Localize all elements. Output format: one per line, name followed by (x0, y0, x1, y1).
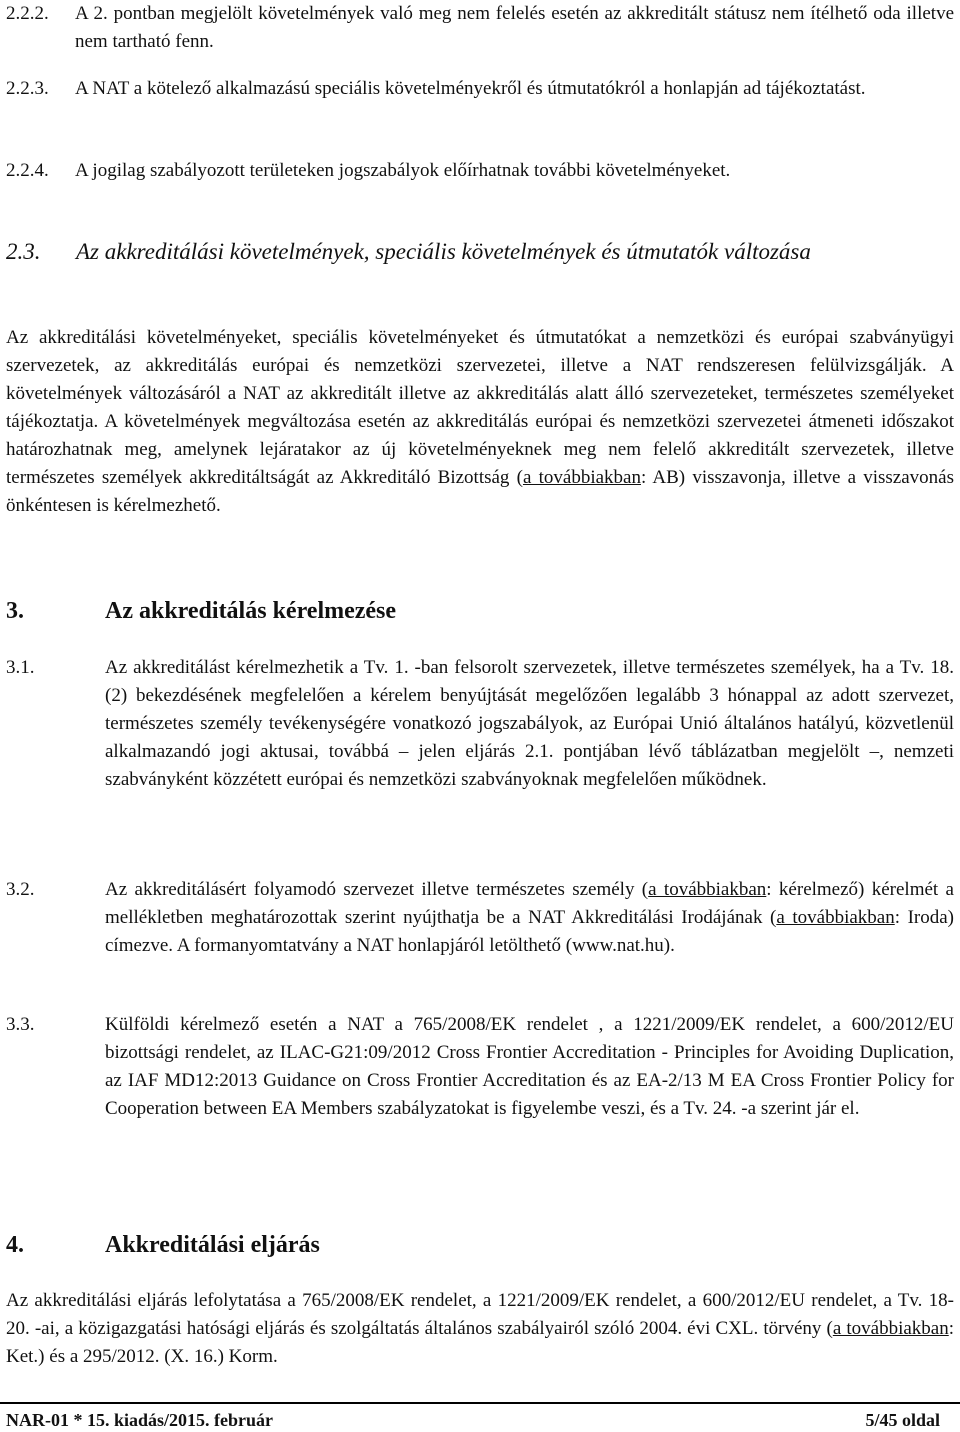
item-text: A 2. pontban megjelölt követelmények való meg nem felelés esetén az akkreditált státusz nem ítélhető oda illetve nem tartható fenn. (75, 3, 954, 52)
item-text (105, 876, 954, 960)
section-number: 4. (6, 1232, 24, 1258)
section-heading (6, 596, 396, 626)
item-3-1 (6, 654, 954, 794)
body-underlined-text: a továbbiakban (832, 1318, 949, 1339)
item-number: 3.3. (6, 1014, 35, 1035)
section-number: 3. (6, 598, 24, 624)
item-number: 3.1. (6, 657, 35, 678)
document-id: NAR-01 * 15. kiadás/2015. február (6, 1410, 274, 1430)
footer-divider (0, 1402, 960, 1404)
body-text: Az akkreditálási követelményeket, speciális követelményeket és útmutatókat a nemzetközi és európai szabványügyi szervezetek, az akkreditálás európai és nemzetközi szervezetei, illetve a NAT rendszeresen felülvizsgálják. A követelmények változásáról a NAT az akkreditált illetve az akkreditálás alatt álló szervezeteket, természetes személyeket tájékoztatja. A követelmények megváltozása esetén az akkreditálás európai és nemzetközi szervezetei átmeneti időszakot határozhatnak meg, amelynek lejáratakor az új követelményeknek meg nem felelő akkreditált szervezetek, illetve természetes személyek akkreditáltságát az Akkreditáló Bizottság ( (6, 327, 954, 488)
subsection-title: Az akkreditálási követelmények, speciális követelmények és útmutatók változása (76, 239, 811, 264)
item-underlined-text: a továbbiakban (776, 907, 895, 928)
item-text: A jogilag szabályozott területeken jogszabályok előírhatnak további követelményeket. (75, 160, 731, 181)
item-2-2-2 (6, 0, 954, 56)
item-underlined-text: a továbbiakban (648, 879, 767, 900)
item-2-2-3 (6, 75, 954, 103)
section-title: Az akkreditálás kérelmezése (105, 598, 397, 624)
item-text: Az akkreditálást kérelmezhetik a Tv. 1. -ban felsorolt szervezetek, illetve természetes személyek, ha a Tv. 18. (2) bekezdésének megfelelően a kérelem benyújtását megelőzően legalább 3 hónappal az adott szervezet, természetes személy tevékenységére vonatkozó jogszabályok, az Európai Unió általános hatályú, közvetlenül alkalmazandó jogi aktusai, továbbá – jelen eljárás 2.1. pontjában lévő táblázatban megjelölt –, nemzeti szabványként közzétett európai és nemzetközi szabványoknak megfelelően működnek. (105, 657, 954, 790)
page-number: 5/45 oldal (865, 1410, 940, 1430)
subsection-body (6, 324, 954, 520)
section-body (6, 1287, 954, 1371)
subsection-number: 2.3. (6, 239, 41, 264)
body-text: : Ket.) és a 295/2012. (X. 16.) Korm. (6, 1318, 955, 1367)
item-text: A NAT a kötelező alkalmazású speciális követelményekről és útmutatókról a honlapján ad tájékoztatást. (75, 78, 866, 99)
section-heading (6, 1230, 320, 1260)
item-number: 2.2.2. (6, 3, 49, 24)
item-text-part: Az akkreditálásért folyamodó szervezet illetve természetes személy ( (105, 879, 649, 900)
item-text-part: : kérelmező) kérelmét a mellékletben meghatározottak szerint nyújthatja be a NAT Akkreditálási Irodájának ( (105, 879, 954, 928)
body-text: Az akkreditálási eljárás lefolytatása a 765/2008/EK rendelet, a 1221/2009/EK rendelet, a 600/2012/EU rendelet, a Tv. 18-20. -ai, a közigazgatási hatósági eljárás és szolgáltatás általános szabályairól szóló 2004. évi CXL. törvény ( (6, 1290, 954, 1339)
item-number: 2.2.4. (6, 160, 49, 181)
item-text: Külföldi kérelmező esetén a NAT a 765/2008/EK rendelet , a 1221/2009/EK rendelet, a 600/2012/EU bizottsági rendelet, az ILAC-G21:09/2012 Cross Frontier Accreditation - Principles for Avoiding Duplication, az IAF MD12:2013 Guidance on Cross Frontier Accreditation és az EA-2/13 M EA Cross Frontier Policy for Cooperation between EA Members szabályzatokat is figyelembe veszi, és a Tv. 24. -a szerint jár el. (105, 1014, 954, 1119)
section-title: Akkreditálási eljárás (105, 1232, 320, 1258)
item-text-part: : Iroda) címezve. A formanyomtatvány a NAT honlapjáról letölthető (www.nat.hu). (105, 907, 955, 956)
subsection-heading (6, 236, 954, 268)
item-number: 3.2. (6, 879, 35, 900)
body-text: : AB) visszavonja, illetve a visszavonás önkéntesen is kérelmezhető. (6, 467, 954, 516)
item-number: 2.2.3. (6, 78, 49, 99)
item-3-2 (6, 876, 954, 960)
body-underlined-text: a továbbiakban (522, 467, 641, 488)
item-2-2-4 (6, 157, 954, 185)
item-3-3 (6, 1011, 954, 1123)
